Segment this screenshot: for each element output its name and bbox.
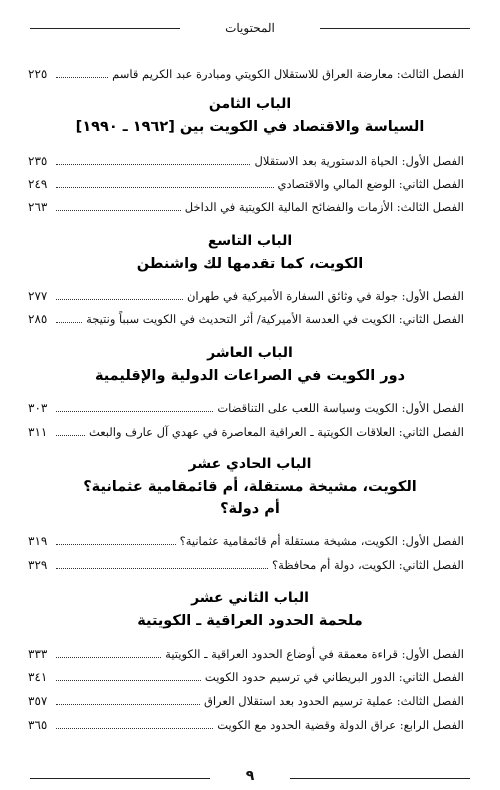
toc-leader	[56, 187, 274, 188]
page-header	[30, 18, 470, 38]
toc-entry[interactable]	[28, 422, 464, 440]
toc-leader	[56, 77, 108, 78]
toc-entry-text: الفصل الثاني: الدور البريطاني في ترسيم حدود الكويت	[204, 670, 464, 684]
toc-entry-text: الفصل الأول: جولة في وثائق السفارة الأميركية في طهران	[186, 289, 464, 303]
toc-entry-page: ٣٤١	[28, 670, 48, 684]
toc-leader	[56, 322, 82, 323]
toc-leader	[56, 164, 250, 165]
toc-entry-text: الفصل الثالث: الأزمات والفضائح المالية الكويتية في الداخل	[184, 200, 464, 214]
part-title-line2: أم دولة؟	[220, 501, 280, 517]
toc-leader	[56, 680, 201, 681]
toc-entry[interactable]	[28, 555, 464, 573]
toc-entry[interactable]	[28, 715, 464, 733]
toc-entry-page: ٢٨٥	[28, 312, 48, 326]
toc-entry-page: ٣٢٩	[28, 558, 48, 572]
toc-entry-page: ٣٥٧	[28, 694, 48, 708]
toc-leader	[56, 544, 176, 545]
toc-entry-page: ٢٢٥	[28, 67, 48, 81]
toc-entry-page: ٢٦٣	[28, 200, 48, 214]
toc-leader	[56, 411, 213, 412]
toc-leader	[56, 568, 268, 569]
part-label: الباب الثاني عشر	[191, 590, 309, 606]
toc-entry-text: الفصل الرابع: عراق الدولة وقضية الحدود مع الكويت	[217, 718, 464, 732]
toc-entry[interactable]	[28, 197, 464, 215]
part-title: دور الكويت في الصراعات الدولية والإقليمية	[94, 368, 406, 384]
footer-rule-left	[30, 778, 210, 779]
part-label: الباب الحادي عشر	[188, 456, 312, 472]
toc-leader	[56, 728, 213, 729]
toc-entry[interactable]	[28, 309, 464, 327]
part-title: الكويت، كما تقدمها لك واشنطن	[136, 256, 364, 272]
toc-entry-text: الفصل الأول: الكويت وسياسة اللعب على التناقضات	[217, 401, 464, 415]
header-rule-left	[30, 28, 180, 29]
page-number: ٩	[245, 768, 255, 784]
toc-leader	[56, 657, 161, 658]
toc-leader	[56, 435, 85, 436]
toc-leader	[56, 299, 183, 300]
toc-entry[interactable]	[28, 151, 464, 169]
page-footer	[30, 770, 470, 790]
toc-leader	[56, 704, 200, 705]
toc-entry-page: ٢٧٧	[28, 289, 48, 303]
part-title: السياسة والاقتصاد في الكويت بين [١٩٦٢ ـ ١٩٩٠]	[75, 119, 425, 135]
toc-entry-text: الفصل الأول: قراءة معمقة في أوضاع الحدود العراقية ـ الكويتية	[165, 647, 464, 661]
toc-entry-text: الفصل الأول: الكويت، مشيخة مستقلة أم قائمقامية عثمانية؟	[179, 534, 464, 548]
header-title: المحتويات	[225, 21, 275, 35]
toc-entry-page: ٢٤٩	[28, 177, 48, 191]
toc-entry-page: ٣٣٣	[28, 647, 48, 661]
toc-entry-text: الفصل الثالث: معارضة العراق للاستقلال الكويتي ومبادرة عبد الكريم قاسم	[112, 67, 464, 81]
part-title: الكويت، مشيخة مستقلة، أم قائمقامية عثمانية؟	[83, 479, 417, 495]
toc-entry-text: الفصل الثاني: الوضع المالي والاقتصادي	[277, 177, 464, 191]
toc-entry-page: ٣١١	[28, 425, 48, 439]
part-label: الباب الثامن	[208, 96, 292, 112]
part-title: ملحمة الحدود العراقية ـ الكويتية	[137, 613, 363, 629]
toc-entry[interactable]	[28, 531, 464, 549]
toc-entry-text: الفصل الثاني: الكويت، دولة أم محافظة؟	[272, 558, 464, 572]
toc-entry-page: ٣٠٣	[28, 401, 48, 415]
toc-entry-text: الفصل الثاني: العلاقات الكويتية ـ العراقية المعاصرة في عهدي آل عارف والبعث	[88, 425, 464, 439]
toc-entry[interactable]	[28, 644, 464, 662]
toc-leader	[56, 210, 181, 211]
part-label: الباب التاسع	[207, 233, 293, 249]
toc-entry[interactable]	[28, 286, 464, 304]
toc-entry-text: الفصل الأول: الحياة الدستورية بعد الاستقلال	[254, 154, 464, 168]
part-label: الباب العاشر	[207, 345, 293, 361]
toc-entry-page: ٢٣٥	[28, 154, 48, 168]
toc-entry[interactable]	[28, 398, 464, 416]
toc-entry[interactable]	[28, 691, 464, 709]
toc-entry-text: الفصل الثاني: الكويت في العدسة الأميركية/ أثر التحديث في الكويت سبباً ونتيجة	[86, 312, 464, 326]
toc-entry-page: ٣٦٥	[28, 718, 48, 732]
toc-entry[interactable]	[28, 64, 464, 82]
toc-entry-text: الفصل الثالث: عملية ترسيم الحدود بعد استقلال العراق	[203, 694, 464, 708]
toc-entry[interactable]	[28, 174, 464, 192]
toc-entry[interactable]	[28, 667, 464, 685]
toc-entry-page: ٣١٩	[28, 534, 48, 548]
